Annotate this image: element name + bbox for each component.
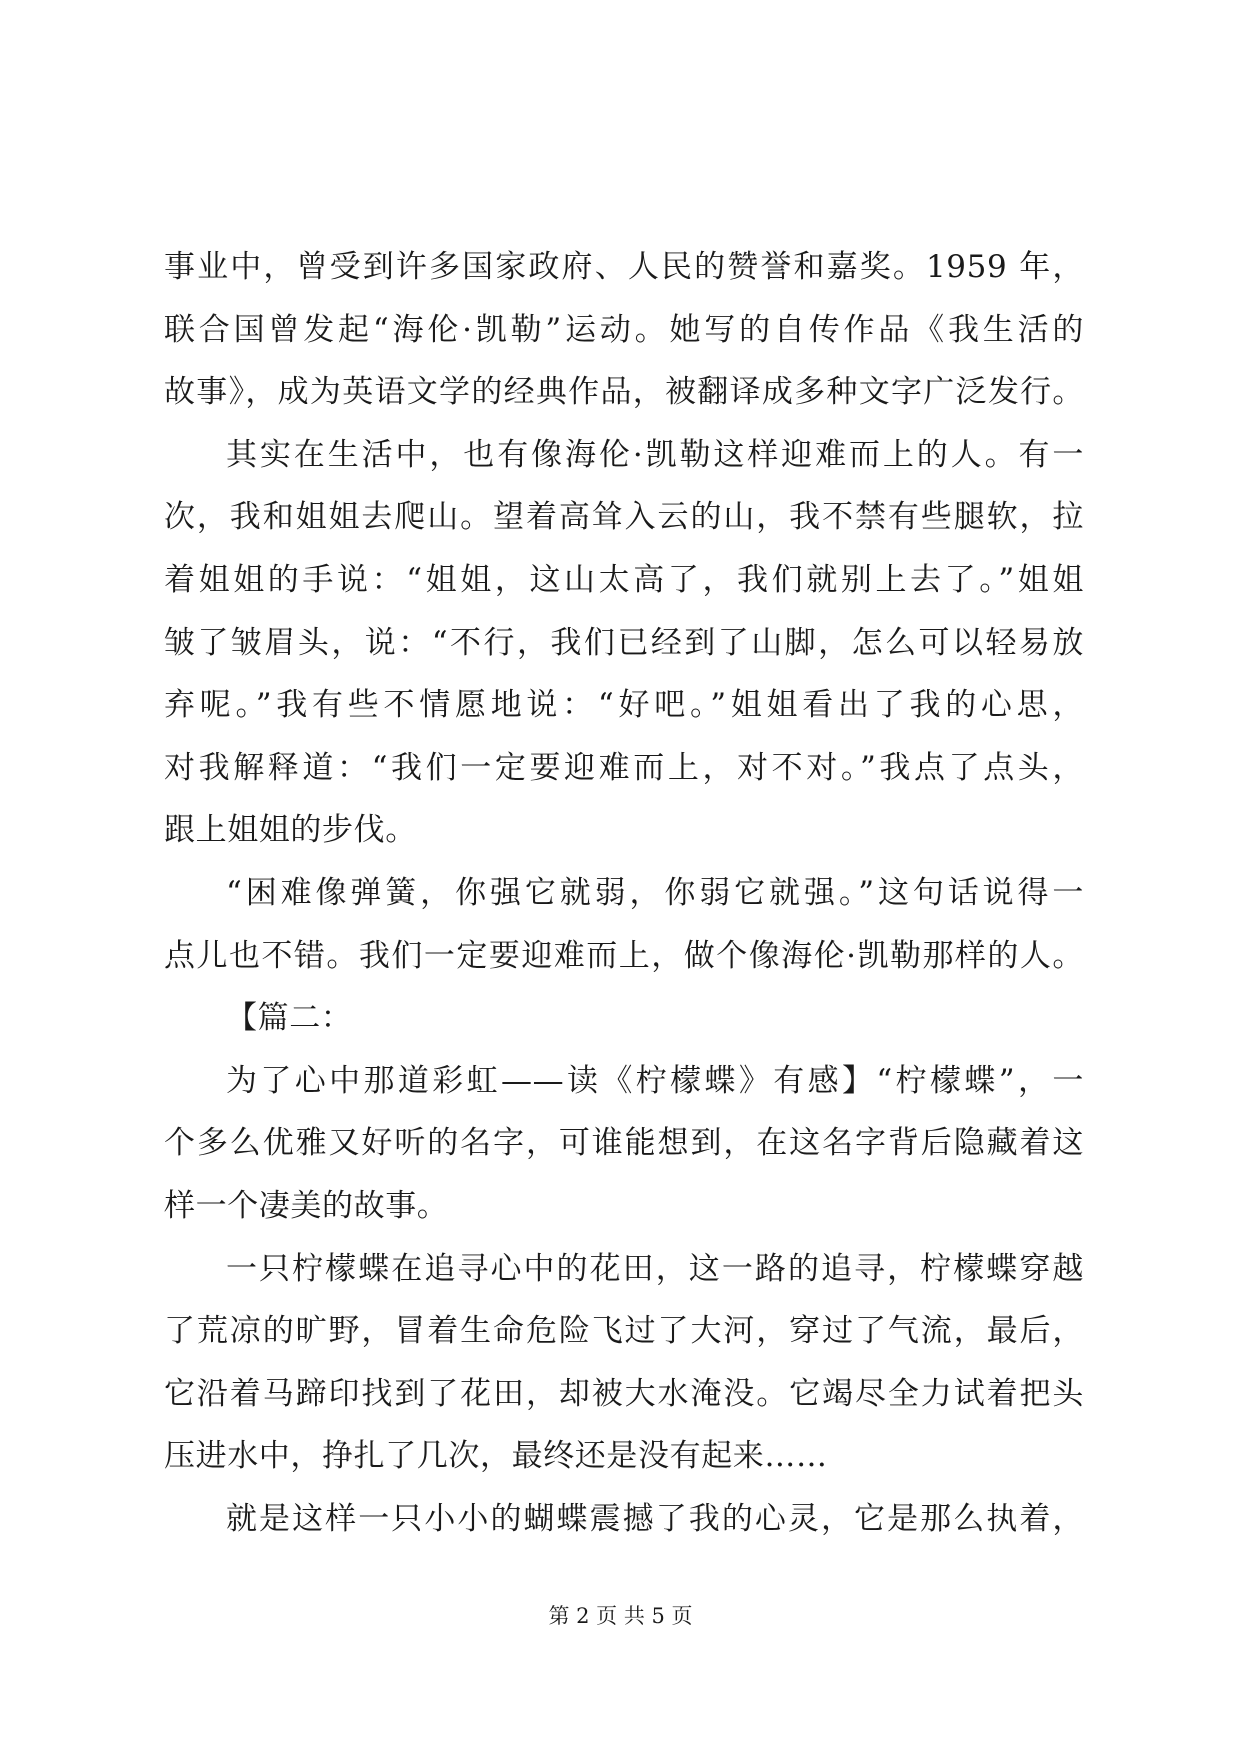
- text-line: 跟上姐姐的步伐。: [164, 812, 417, 849]
- text-line: 着姐姐的手说：“姐姐，这山太高了，我们就别上去了。”姐姐: [164, 561, 1084, 598]
- text-line: 联合国曾发起“海伦·凯勒”运动。她写的自传作品《我生活的: [164, 311, 1084, 348]
- text-line: 次，我和姐姐去爬山。望着高耸入云的山，我不禁有些腿软，拉: [164, 499, 1084, 536]
- text-line: 为了心中那道彩虹——读《柠檬蝶》有感】“柠檬蝶”，一: [226, 1062, 1084, 1099]
- text-line: “困难像弹簧，你强它就弱，你弱它就强。”这句话说得一: [226, 874, 1084, 911]
- text-line: 事业中，曾受到许多国家政府、人民的赞誉和嘉奖。1959 年，: [164, 249, 1084, 285]
- text-line: 个多么优雅又好听的名字，可谁能想到，在这名字背后隐藏着这: [164, 1125, 1084, 1162]
- text-line: 就是这样一只小小的蝴蝶震撼了我的心灵，它是那么执着，: [226, 1500, 1084, 1537]
- text-line: 弃呢。”我有些不情愿地说：“好吧。”姐姐看出了我的心思，: [164, 687, 1084, 724]
- text-line: 其实在生活中，也有像海伦·凯勒这样迎难而上的人。有一: [226, 436, 1084, 473]
- text-line: 压进水中，挣扎了几次，最终还是没有起来……: [164, 1438, 828, 1475]
- text-line: 皱了皱眉头，说：“不行，我们已经到了山脚，怎么可以轻易放: [164, 624, 1084, 661]
- text-line: 【篇二：: [226, 1000, 353, 1037]
- text-line: 点儿也不错。我们一定要迎难而上，做个像海伦·凯勒那样的人。: [164, 937, 1084, 974]
- text-line: 故事》，成为英语文学的经典作品，被翻译成多种文字广泛发行。: [164, 374, 1084, 411]
- text-line: 样一个凄美的故事。: [164, 1187, 449, 1224]
- page-footer: 第 2 页 共 5 页: [548, 1604, 693, 1628]
- text-line: 一只柠檬蝶在追寻心中的花田，这一路的追寻，柠檬蝶穿越: [226, 1250, 1084, 1287]
- text-line: 对我解释道：“我们一定要迎难而上，对不对。”我点了点头，: [164, 749, 1084, 786]
- text-line: 它沿着马蹄印找到了花田，却被大水淹没。它竭尽全力试着把头: [164, 1375, 1084, 1412]
- text-line: 了荒凉的旷野，冒着生命危险飞过了大河，穿过了气流，最后，: [164, 1313, 1084, 1350]
- document-body: [164, 236, 1084, 1550]
